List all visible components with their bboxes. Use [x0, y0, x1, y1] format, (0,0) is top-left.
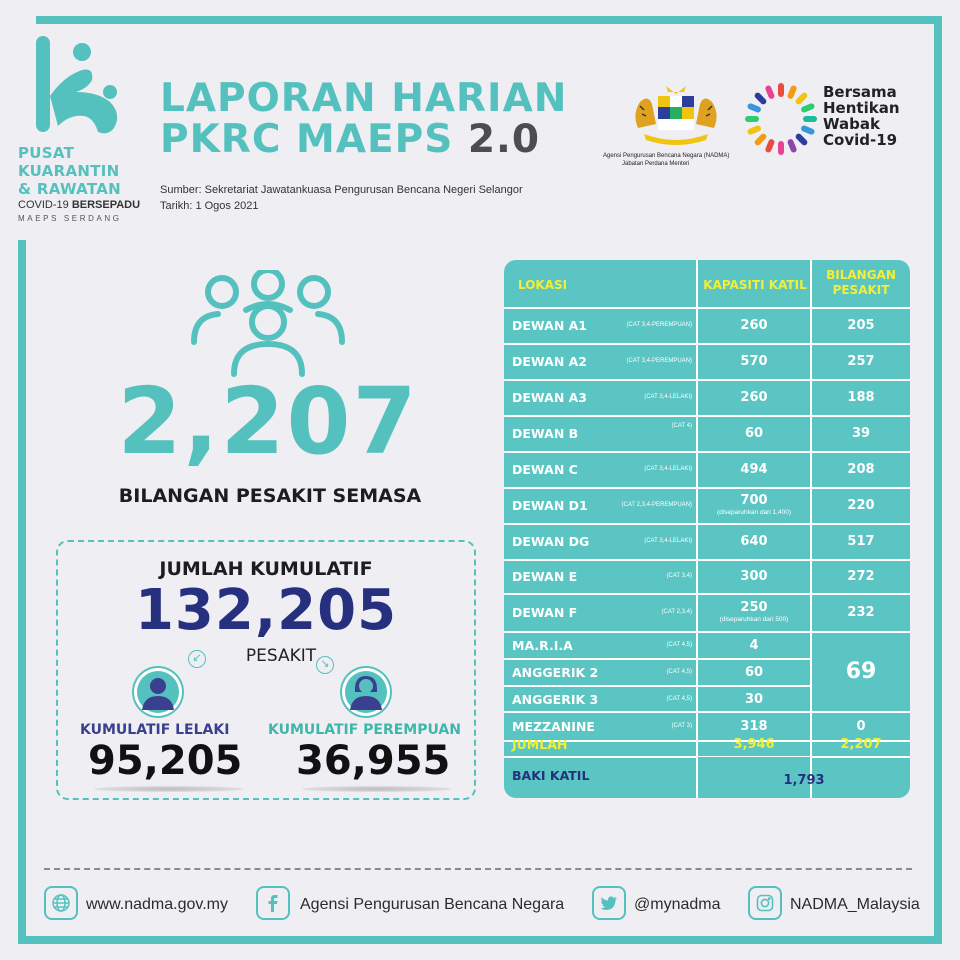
female-avatar-icon — [340, 666, 392, 718]
row-capacity: 60 — [744, 665, 764, 680]
nadma-department: Jabatan Perdana Menteri — [622, 161, 690, 167]
globe-icon — [44, 886, 78, 920]
row-location-name: MA.R.I.A — [512, 638, 573, 653]
row-location-name: ANGGERIK 3 — [512, 692, 599, 707]
twitter-icon — [592, 886, 626, 920]
row-category: (CAT 4,5) — [666, 642, 692, 648]
row-patients: 39 — [851, 426, 871, 441]
report-title-line1: LAPORAN HARIAN — [160, 76, 568, 121]
frame-top-border — [36, 16, 942, 24]
row-category: (CAT 3) — [671, 723, 692, 729]
column-header-patients-line1: BILANGAN — [826, 268, 896, 282]
row-patients: 0 — [856, 719, 866, 734]
row-category: (CAT 2,3,4) — [661, 609, 692, 615]
shadow-decoration — [302, 786, 452, 792]
male-cumulative-label: KUMULATIF LELAKI — [80, 722, 230, 738]
cumulative-panel — [56, 540, 476, 800]
balance-label: BAKI KATIL — [512, 768, 590, 783]
table-row — [504, 452, 910, 488]
male-avatar-icon — [132, 666, 184, 718]
row-patients: 208 — [847, 462, 875, 477]
column-header-patients — [812, 268, 910, 298]
row-capacity: 4 — [749, 638, 759, 653]
row-location-name: DEWAN A2 — [512, 354, 587, 369]
row-capacity: 640 — [740, 534, 768, 549]
row-category: (CAT 3,4-LELAKI) — [644, 394, 692, 400]
table-row — [504, 344, 910, 380]
twitter-link[interactable]: @mynadma — [634, 896, 721, 913]
instagram-icon — [748, 886, 782, 920]
row-patients: 272 — [847, 569, 875, 584]
footer-divider — [44, 868, 912, 870]
row-location-name: DEWAN E — [512, 569, 578, 584]
row-category: (CAT 3,4-PEREMPUAN) — [626, 322, 692, 328]
row-category: (CAT 4,5) — [666, 669, 692, 675]
table-row — [504, 594, 910, 632]
facebook-icon — [256, 886, 290, 920]
table-row — [504, 560, 910, 594]
row-location-name: DEWAN F — [512, 605, 578, 620]
pkrc-logo-mark-icon — [28, 36, 128, 140]
row-capacity: 318 — [740, 719, 768, 734]
row-capacity: 494 — [740, 462, 768, 477]
facebook-link[interactable]: Agensi Pengurusan Bencana Negara — [300, 896, 565, 913]
column-header-location: LOKASI — [518, 278, 568, 292]
total-label: JUMLAH — [512, 737, 568, 752]
row-capacity: 250 — [740, 600, 768, 615]
arrow-down-left-icon: ↙ — [188, 650, 206, 668]
logo-text-covid-a: COVID-19 — [18, 199, 69, 211]
row-capacity: 700 — [740, 493, 768, 508]
row-location-name: DEWAN D1 — [512, 498, 588, 513]
arrow-down-right-icon: ↘ — [316, 656, 334, 674]
row-capacity: 260 — [740, 318, 768, 333]
cumulative-title: JUMLAH KUMULATIF — [159, 558, 373, 580]
table-row — [504, 308, 910, 344]
female-cumulative-label: KUMULATIF PEREMPUAN — [268, 722, 461, 738]
pkrc-logo — [14, 36, 144, 246]
column-header-capacity: KAPASITI KATIL — [703, 278, 807, 292]
current-patients-value: 2,207 — [117, 368, 419, 475]
report-source: Sumber: Sekretariat Jawatankuasa Pengurusan Bencana Negeri Selangor — [160, 184, 523, 196]
row-patients: 517 — [847, 534, 875, 549]
row-category: (CAT 4,5) — [666, 696, 692, 702]
row-capacity-note: (diseparuhkan dari 1,400) — [716, 509, 792, 516]
campaign-word: Covid-19 — [823, 131, 898, 149]
row-patients: 205 — [847, 318, 875, 333]
row-location-name: MEZZANINE — [512, 719, 595, 734]
row-location-name: DEWAN DG — [512, 534, 590, 549]
instagram-link[interactable]: NADMA_Malaysia — [790, 896, 920, 913]
cumulative-value: 132,205 — [134, 578, 398, 643]
row-location-name: DEWAN C — [512, 462, 578, 477]
campaign-word: Wabak — [823, 115, 880, 133]
row-capacity: 60 — [744, 426, 764, 441]
row-patients: 220 — [847, 498, 875, 513]
table-row — [504, 524, 910, 560]
row-capacity-note: (diseparuhkan dari 500) — [719, 616, 789, 623]
row-patients: 188 — [847, 390, 875, 405]
merged-patients-value: 69 — [845, 659, 877, 684]
row-location-name: ANGGERIK 2 — [512, 665, 599, 680]
male-cumulative-value: 95,205 — [88, 738, 243, 784]
row-location-name: DEWAN A3 — [512, 390, 587, 405]
row-category: (CAT 3,4-PEREMPUAN) — [626, 358, 692, 364]
campaign-text — [823, 84, 900, 148]
campaign-word: Bersama — [823, 83, 897, 101]
table-row — [504, 380, 910, 416]
female-cumulative-value: 36,955 — [296, 738, 451, 784]
row-category: (CAT 4) — [671, 423, 692, 429]
table-row — [504, 416, 910, 452]
balance-value: 1,793 — [783, 773, 825, 788]
total-patients: 2,207 — [840, 737, 882, 752]
malaysia-coat-of-arms-icon — [630, 84, 722, 150]
website-link[interactable]: www.nadma.gov.my — [86, 896, 228, 913]
logo-text-kuarantin: KUARANTIN — [18, 162, 120, 180]
frame-bottom-border — [18, 936, 942, 944]
frame-right-border — [934, 16, 942, 944]
logo-text-bersepadu: BERSEPADU — [71, 199, 141, 211]
people-group-icon — [188, 270, 348, 380]
shadow-decoration — [94, 786, 244, 792]
row-location-name: DEWAN A1 — [512, 318, 587, 333]
row-category: (CAT 3,4) — [666, 573, 692, 579]
row-capacity: 30 — [744, 692, 764, 707]
campaign-ring-icon — [744, 82, 818, 156]
report-title-line2 — [160, 117, 540, 162]
row-capacity: 260 — [740, 390, 768, 405]
logo-text-maeps: MAEPS SERDANG — [18, 214, 122, 223]
row-category: (CAT 2,3,4-PEREMPUAN) — [621, 502, 692, 508]
table-row — [504, 488, 910, 524]
logo-text-covid — [18, 199, 140, 211]
row-patients: 232 — [847, 605, 875, 620]
logo-text-rawatan: & RAWATAN — [18, 180, 122, 198]
column-header-patients-line2: PESAKIT — [832, 283, 890, 297]
row-capacity: 570 — [740, 354, 768, 369]
logo-text-pusat: PUSAT — [18, 144, 75, 162]
row-category: (CAT 3,4-LELAKI) — [644, 466, 692, 472]
row-location-name: DEWAN B — [512, 426, 579, 441]
row-patients: 257 — [847, 354, 875, 369]
campaign-word: Hentikan — [823, 99, 900, 117]
bed-capacity-table — [504, 260, 910, 798]
table-header — [504, 260, 910, 308]
report-title-pkrc: PKRC MAEPS — [160, 117, 454, 162]
frame-left-border — [18, 240, 26, 944]
row-category: (CAT 3,4-LELAKI) — [644, 538, 692, 544]
cumulative-unit: PESAKIT — [245, 646, 317, 666]
nadma-name: Agensi Pengurusan Bencana Negara (NADMA) — [603, 153, 730, 159]
row-capacity: 300 — [740, 569, 768, 584]
report-date: Tarikh: 1 Ogos 2021 — [160, 200, 259, 212]
report-title-version: 2.0 — [467, 117, 541, 162]
current-patients-label: BILANGAN PESAKIT SEMASA — [118, 485, 422, 507]
total-capacity: 3,946 — [733, 737, 775, 752]
